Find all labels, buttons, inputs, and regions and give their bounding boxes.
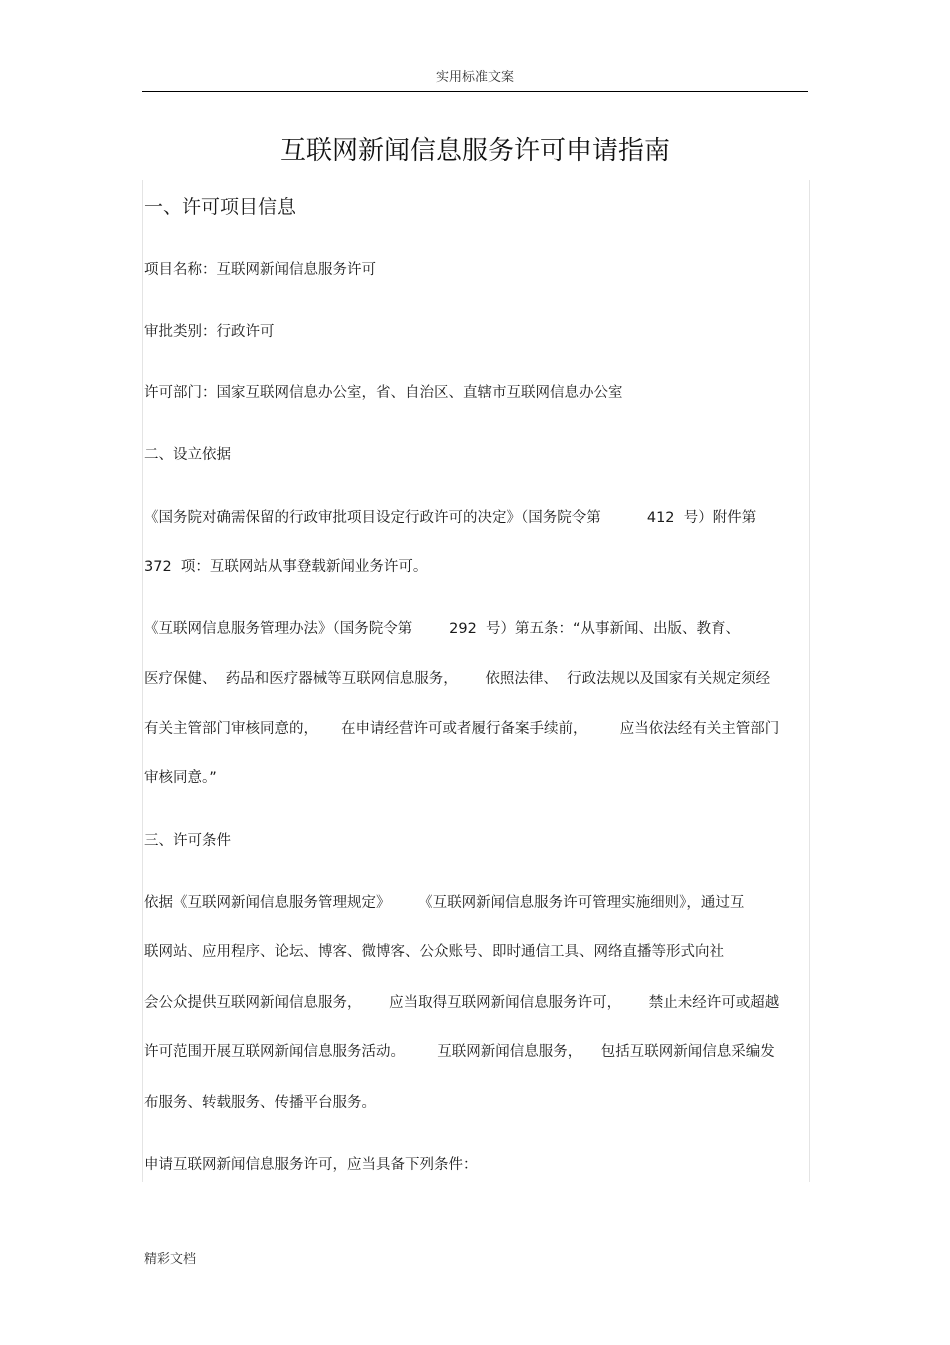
condition-line: 布服务、转载服务、传播平台服务。 <box>144 1095 376 1111</box>
condition-line: 许可范围开展互联网新闻信息服务活动。 互联网新闻信息服务， 包括互联网新闻信息采编发 <box>144 1044 775 1060</box>
license-department: 许可部门：国家互联网信息办公室，省、自治区、直辖市互联网信息办公室 <box>144 385 623 401</box>
basis-line: 有关主管部门审核同意的， 在申请经营许可或者履行备案手续前， 应当依法经有关主管部门 <box>144 721 780 737</box>
header-rule <box>142 91 808 92</box>
basis-line: 审核同意。” <box>144 770 217 786</box>
condition-line: 联网站、应用程序、论坛、博客、微博客、公众账号、即时通信工具、网络直播等形式向社 <box>144 944 724 960</box>
section-heading-2: 二、设立依据 <box>144 447 231 463</box>
basis-line: 医疗保健、 药品和医疗器械等互联网信息服务， 依照法律、 行政法规以及国家有关规定须经 <box>144 671 771 687</box>
document-title: 互联网新闻信息服务许可申请指南 <box>279 136 670 166</box>
item-name: 项目名称：互联网新闻信息服务许可 <box>144 262 376 278</box>
condition-line: 依据《互联网新闻信息服务管理规定》 《互联网新闻信息服务许可管理实施细则》，通过互 <box>144 895 745 911</box>
basis-line: 372 项：互联网站从事登载新闻业务许可。 <box>144 559 428 575</box>
condition-line: 会公众提供互联网新闻信息服务， 应当取得互联网新闻信息服务许可， 禁止未经许可或超越 <box>144 995 780 1011</box>
section-heading-3: 三、许可条件 <box>144 833 231 849</box>
approval-type: 审批类别：行政许可 <box>144 324 275 340</box>
section-heading-1: 一、许可项目信息 <box>144 196 297 218</box>
page-footer: 精彩文档 <box>144 1252 197 1267</box>
basis-line: 《国务院对确需保留的行政审批项目设定行政许可的决定》（国务院令第 412 号）附件第 <box>144 510 757 526</box>
condition-line: 申请互联网新闻信息服务许可，应当具备下列条件： <box>144 1157 478 1173</box>
basis-line: 《互联网信息服务管理办法》（国务院令第 292 号）第五条：“从事新闻、出版、教育、 <box>144 621 741 637</box>
page-header: 实用标准文案 <box>435 70 514 85</box>
